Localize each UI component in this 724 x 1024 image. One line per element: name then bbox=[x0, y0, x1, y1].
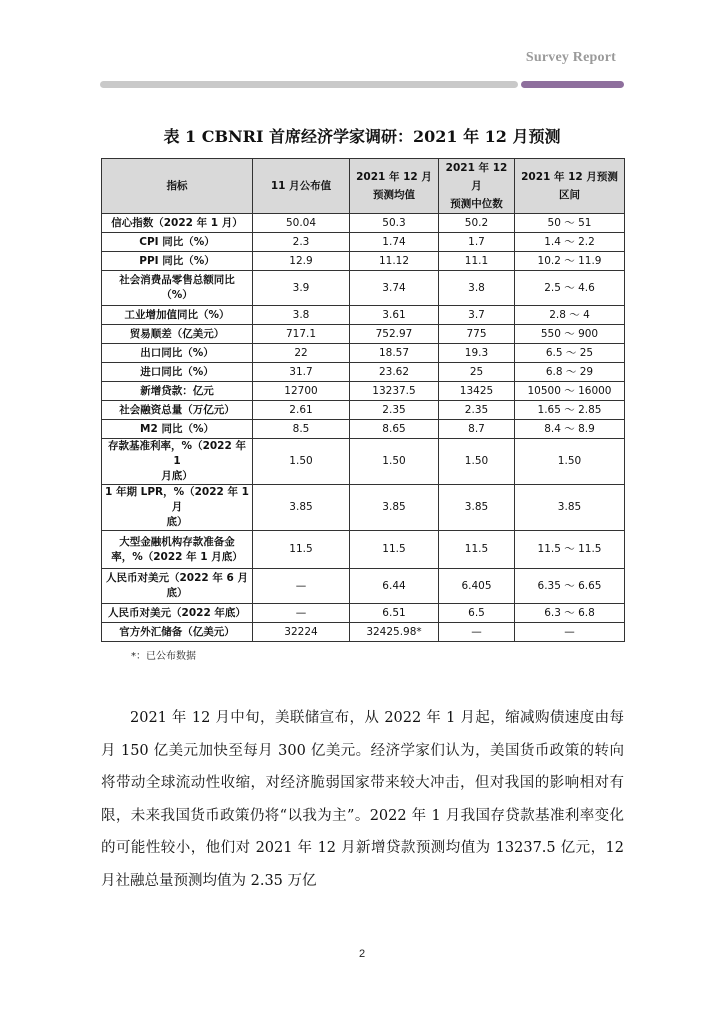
column-header: 2021 年 12 月 预测中位数 bbox=[439, 159, 515, 214]
value-cell: 752.97 bbox=[350, 325, 439, 344]
row-label-cell: 官方外汇储备（亿美元） bbox=[102, 623, 253, 642]
value-cell: 1.4 ～ 2.2 bbox=[515, 233, 625, 252]
value-cell: 2.3 bbox=[253, 233, 350, 252]
row-label-cell: 工业增加值同比（%） bbox=[102, 306, 253, 325]
row-label-cell: 大型金融机构存款准备金 率，%（2022 年 1 月底） bbox=[102, 531, 253, 569]
row-label-cell: 社会消费品零售总额同比 （%） bbox=[102, 271, 253, 306]
value-cell: 22 bbox=[253, 344, 350, 363]
value-cell: 6.3 ～ 6.8 bbox=[515, 604, 625, 623]
table-row bbox=[102, 485, 625, 531]
value-cell: 11.5 bbox=[253, 531, 350, 569]
value-cell: 2.35 bbox=[439, 401, 515, 420]
value-cell: 13425 bbox=[439, 382, 515, 401]
table-header-row bbox=[102, 159, 625, 214]
value-cell: 25 bbox=[439, 363, 515, 382]
value-cell: 50.2 bbox=[439, 214, 515, 233]
value-cell: 2.8 ～ 4 bbox=[515, 306, 625, 325]
value-cell: 8.65 bbox=[350, 420, 439, 439]
value-cell: 12.9 bbox=[253, 252, 350, 271]
table-row bbox=[102, 363, 625, 382]
value-cell: 12700 bbox=[253, 382, 350, 401]
value-cell: 50.04 bbox=[253, 214, 350, 233]
column-header: 指标 bbox=[102, 159, 253, 214]
row-label-cell: M2 同比（%） bbox=[102, 420, 253, 439]
table-title: 表 1 CBNRI 首席经济学家调研：2021 年 12 月预测 bbox=[163, 127, 561, 146]
row-label-cell: 新增贷款：亿元 bbox=[102, 382, 253, 401]
value-cell: 550 ～ 900 bbox=[515, 325, 625, 344]
row-label-cell: 1 年期 LPR，%（2022 年 1 月 底） bbox=[102, 485, 253, 531]
value-cell: 3.9 bbox=[253, 271, 350, 306]
table-row bbox=[102, 604, 625, 623]
value-cell: 1.74 bbox=[350, 233, 439, 252]
value-cell: 3.85 bbox=[439, 485, 515, 531]
value-cell: 3.61 bbox=[350, 306, 439, 325]
value-cell: 6.405 bbox=[439, 569, 515, 604]
value-cell: 6.44 bbox=[350, 569, 439, 604]
table-row bbox=[102, 531, 625, 569]
column-header: 11 月公布值 bbox=[253, 159, 350, 214]
value-cell: 6.8 ～ 29 bbox=[515, 363, 625, 382]
column-header: 2021 年 12 月预测 区间 bbox=[515, 159, 625, 214]
value-cell: 2.5 ～ 4.6 bbox=[515, 271, 625, 306]
row-label-cell: 人民币对美元（2022 年底） bbox=[102, 604, 253, 623]
value-cell: 1.65 ～ 2.85 bbox=[515, 401, 625, 420]
value-cell: 1.50 bbox=[350, 439, 439, 485]
row-label-cell: PPI 同比（%） bbox=[102, 252, 253, 271]
value-cell: 1.7 bbox=[439, 233, 515, 252]
row-label-cell: 人民币对美元（2022 年 6 月 底） bbox=[102, 569, 253, 604]
table-row bbox=[102, 252, 625, 271]
row-label-cell: 存款基准利率，%（2022 年 1 月底） bbox=[102, 439, 253, 485]
row-label-cell: 出口同比（%） bbox=[102, 344, 253, 363]
forecast-table bbox=[101, 158, 625, 642]
value-cell: 10.2 ～ 11.9 bbox=[515, 252, 625, 271]
value-cell: 3.8 bbox=[439, 271, 515, 306]
value-cell: 50.3 bbox=[350, 214, 439, 233]
value-cell: 1.50 bbox=[439, 439, 515, 485]
page-number: 2 bbox=[358, 948, 366, 960]
row-label-cell: 贸易顺差（亿美元） bbox=[102, 325, 253, 344]
value-cell: 19.3 bbox=[439, 344, 515, 363]
value-cell: 11.12 bbox=[350, 252, 439, 271]
value-cell: 23.62 bbox=[350, 363, 439, 382]
value-cell: 6.5 bbox=[439, 604, 515, 623]
value-cell: 32425.98* bbox=[350, 623, 439, 642]
table-row bbox=[102, 401, 625, 420]
value-cell: 11.5 bbox=[350, 531, 439, 569]
value-cell: 3.85 bbox=[350, 485, 439, 531]
table-row bbox=[102, 623, 625, 642]
table-row bbox=[102, 233, 625, 252]
header-divider-gray bbox=[100, 81, 518, 88]
value-cell: 50 ～ 51 bbox=[515, 214, 625, 233]
value-cell: 775 bbox=[439, 325, 515, 344]
value-cell: 8.7 bbox=[439, 420, 515, 439]
value-cell: 3.74 bbox=[350, 271, 439, 306]
value-cell: 11.1 bbox=[439, 252, 515, 271]
value-cell: 3.7 bbox=[439, 306, 515, 325]
value-cell: 1.50 bbox=[253, 439, 350, 485]
row-label-cell: 进口同比（%） bbox=[102, 363, 253, 382]
value-cell: 3.85 bbox=[515, 485, 625, 531]
value-cell: 6.35 ～ 6.65 bbox=[515, 569, 625, 604]
value-cell: 3.8 bbox=[253, 306, 350, 325]
value-cell: — bbox=[515, 623, 625, 642]
value-cell: — bbox=[253, 569, 350, 604]
table-row bbox=[102, 306, 625, 325]
column-header: 2021 年 12 月 预测均值 bbox=[350, 159, 439, 214]
value-cell: 1.50 bbox=[515, 439, 625, 485]
table-row bbox=[102, 420, 625, 439]
table-row bbox=[102, 569, 625, 604]
table-note: *：已公布数据 bbox=[131, 651, 196, 662]
header-title: Survey Report bbox=[525, 50, 616, 65]
value-cell: 717.1 bbox=[253, 325, 350, 344]
row-label-cell: 信心指数（2022 年 1 月） bbox=[102, 214, 253, 233]
header-divider-purple bbox=[521, 81, 624, 88]
value-cell: 10500 ～ 16000 bbox=[515, 382, 625, 401]
row-label-cell: 社会融资总量（万亿元） bbox=[102, 401, 253, 420]
value-cell: 13237.5 bbox=[350, 382, 439, 401]
table-row bbox=[102, 382, 625, 401]
table-row bbox=[102, 439, 625, 485]
table-row bbox=[102, 271, 625, 306]
value-cell: 8.5 bbox=[253, 420, 350, 439]
value-cell: — bbox=[439, 623, 515, 642]
body-paragraph: 2021 年 12 月中旬，美联储宣布，从 2022 年 1 月起，缩减购债速度由每月 150 亿美元加快至每月 300 亿美元。经济学家们认为，美国货币政策的转向将带动全球流动性收缩，对经济脆弱国家带来较大冲击，但对我国的影响相对有限，未来我国货币政策仍将“以我为主”。2022 年 1 月我国存贷款基准利率变化的可能性较小，他们对 2021 年 12 月新增贷款预测均值为 13237.5 亿元，12 月社融总量预测均值为 2.35 万亿 bbox=[101, 710, 624, 889]
value-cell: 11.5 bbox=[439, 531, 515, 569]
value-cell: 3.85 bbox=[253, 485, 350, 531]
value-cell: — bbox=[253, 604, 350, 623]
value-cell: 18.57 bbox=[350, 344, 439, 363]
value-cell: 6.51 bbox=[350, 604, 439, 623]
table-row bbox=[102, 325, 625, 344]
table-row bbox=[102, 344, 625, 363]
value-cell: 32224 bbox=[253, 623, 350, 642]
value-cell: 6.5 ～ 25 bbox=[515, 344, 625, 363]
value-cell: 31.7 bbox=[253, 363, 350, 382]
value-cell: 8.4 ～ 8.9 bbox=[515, 420, 625, 439]
table-row bbox=[102, 214, 625, 233]
value-cell: 11.5 ～ 11.5 bbox=[515, 531, 625, 569]
value-cell: 2.61 bbox=[253, 401, 350, 420]
row-label-cell: CPI 同比（%） bbox=[102, 233, 253, 252]
value-cell: 2.35 bbox=[350, 401, 439, 420]
